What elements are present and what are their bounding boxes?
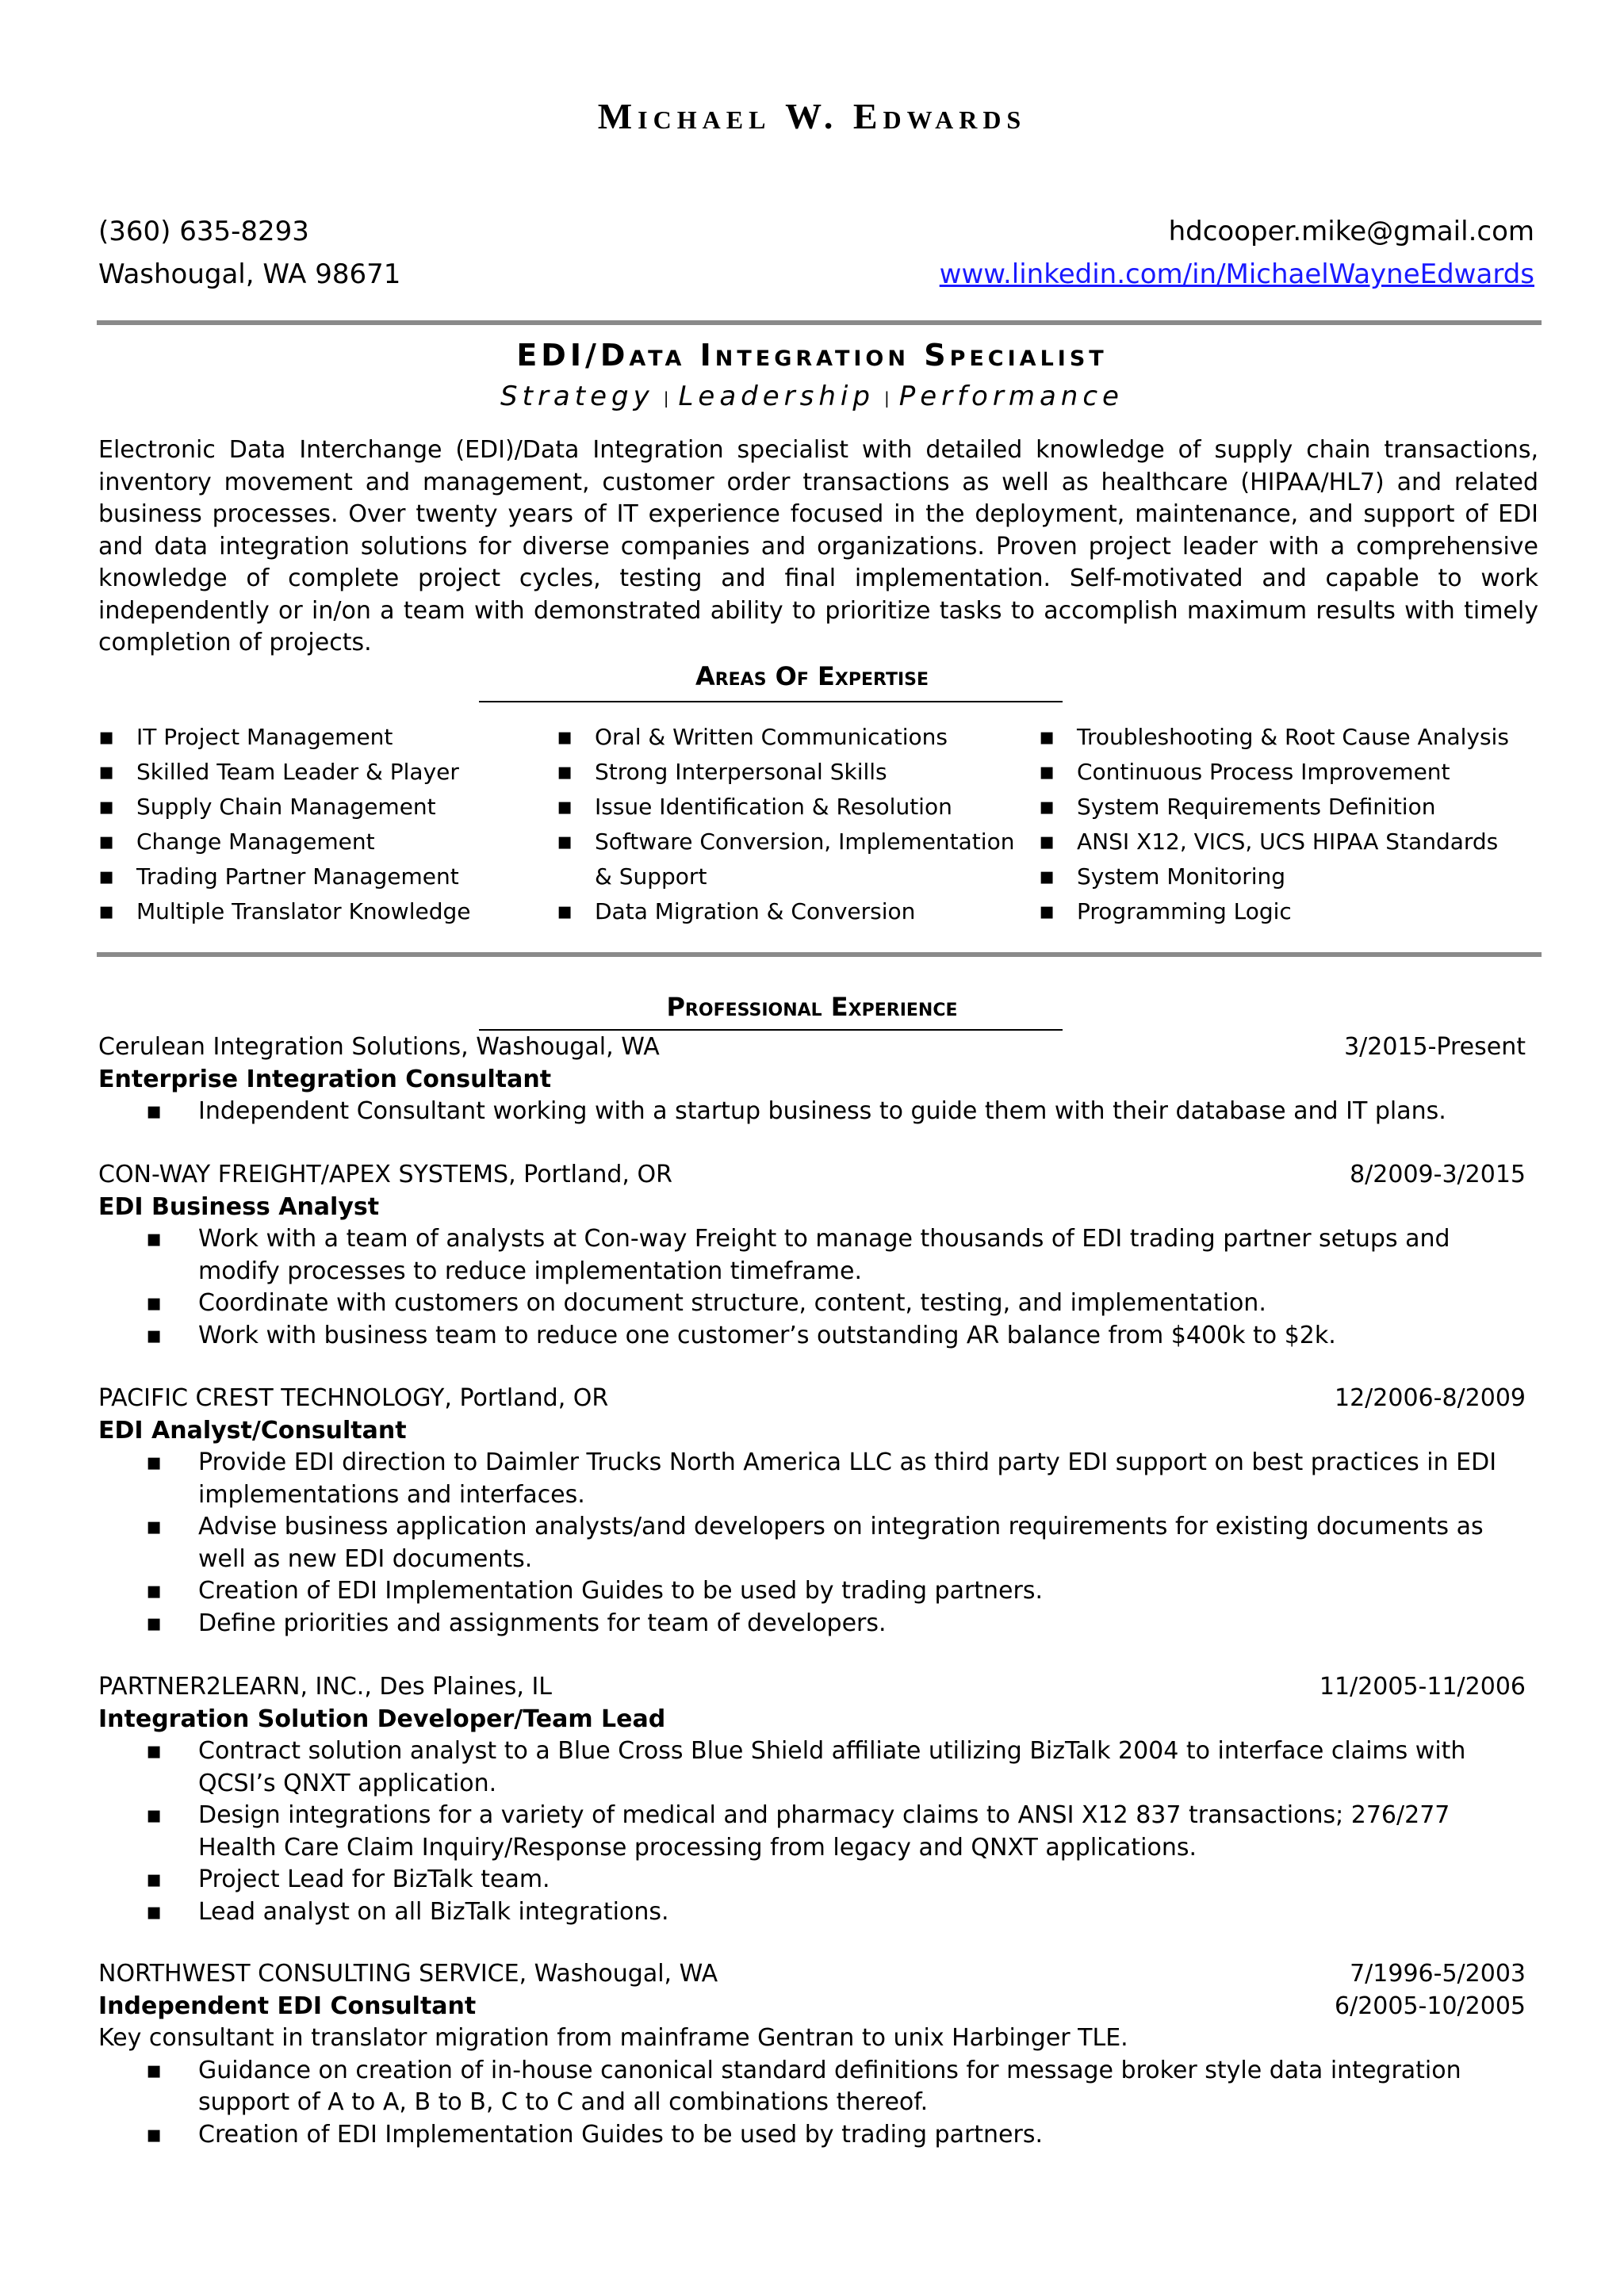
bullet-item: ▪ Project Lead for BizTalk team.	[98, 1864, 1526, 1896]
linkedin-link[interactable]: www.linkedin.com/in/MichaelWayneEdwards	[939, 258, 1534, 290]
tagline-leadership: Leadership	[678, 381, 875, 412]
bullet-item: ▪ Multiple Translator Knowledge	[98, 894, 542, 929]
bullet-item: ▪ Coordinate with customers on document structure, content, testing, and implementation.	[98, 1288, 1526, 1320]
bullet-item: ▪ Work with a team of analysts at Con-way Freight to manage thousands of EDI trading partner setups and modify processes to reduce implementation timeframe.	[98, 1223, 1526, 1288]
bullet-item: ▪ Data Migration & Conversion	[557, 894, 1017, 929]
job-dates-secondary: 6/2005-10/2005	[1335, 1992, 1526, 2020]
tagline	[0, 381, 1624, 412]
bullet-item: ▪ Creation of EDI Implementation Guides to be used by trading partners.	[98, 1575, 1526, 1608]
expertise-column-3	[1039, 720, 1546, 929]
job-dates: 8/2009-3/2015	[1350, 1161, 1526, 1188]
job-dates: 3/2015-Present	[1344, 1033, 1526, 1061]
job-title: Enterprise Integration Consultant	[98, 1065, 552, 1093]
bullet-item: ▪ Creation of EDI Implementation Guides to be used by trading partners.	[98, 2119, 1526, 2152]
tagline-performance: Performance	[898, 381, 1124, 412]
phone-number: (360) 635-8293	[98, 216, 309, 247]
bullet-item: ▪ Strong Interpersonal Skills	[557, 755, 1017, 790]
bullet-item: ▪ Independent Consultant working with a startup business to guide them with their database and IT plans.	[98, 1096, 1526, 1128]
job-title: Integration Solution Developer/Team Lead	[98, 1705, 666, 1733]
bullet-item: ▪ Issue Identification & Resolution	[557, 790, 1017, 825]
bullet-item: ▪ Software Conversion, Implementation & Support	[557, 825, 1017, 894]
job-dates: 7/1996-5/2003	[1350, 1960, 1526, 1988]
tagline-strategy: Strategy	[500, 381, 654, 412]
job-dates: 11/2005-11/2006	[1319, 1673, 1526, 1701]
tagline-separator: |	[663, 388, 669, 408]
expertise-column-2	[557, 720, 1017, 929]
bullet-item: ▪ Change Management	[98, 825, 542, 859]
bullet-item: ▪ Define priorities and assignments for team of developers.	[98, 1608, 1526, 1640]
bullet-item: ▪ IT Project Management	[98, 720, 542, 755]
header-divider	[97, 320, 1542, 325]
job-company: CON-WAY FREIGHT/APEX SYSTEMS, Portland, OR	[98, 1161, 672, 1188]
bullet-item: ▪ System Monitoring	[1039, 859, 1546, 894]
job-entry	[98, 1671, 1526, 1928]
bullet-item: ▪ System Requirements Definition	[1039, 790, 1546, 825]
job-company: PARTNER2LEARN, INC., Des Plaines, IL	[98, 1673, 553, 1701]
headline-title: EDI/Data Integration Specialist	[516, 338, 1108, 373]
job-company: Cerulean Integration Solutions, Washougal, WA	[98, 1033, 660, 1061]
bullet-item: ▪ Supply Chain Management	[98, 790, 542, 825]
expertise-column-1	[98, 720, 542, 929]
experience-heading: Professional Experience	[666, 992, 958, 1022]
job-entry	[98, 1383, 1526, 1640]
bullet-item: ▪ Lead analyst on all BizTalk integrations.	[98, 1896, 1526, 1929]
job-entry	[98, 1031, 1526, 1128]
bullet-item: ▪ Provide EDI direction to Daimler Trucks North America LLC as third party EDI support on best practices in EDI implementations and interfaces.	[98, 1447, 1526, 1511]
bullet-item: ▪ Programming Logic	[1039, 894, 1546, 929]
bullet-item: ▪ Design integrations for a variety of medical and pharmacy claims to ANSI X12 837 transactions; 276/277 Health Care Claim Inquiry/Response processing from legacy and QNXT applications.	[98, 1800, 1526, 1864]
contact-right	[940, 210, 1534, 296]
experience-heading-underline	[479, 1029, 1063, 1031]
job-title: EDI Business Analyst	[98, 1192, 380, 1221]
bullet-item: ▪ Troubleshooting & Root Cause Analysis	[1039, 720, 1546, 755]
contact-left	[98, 210, 400, 296]
email-address: hdcooper.mike@gmail.com	[1168, 216, 1534, 247]
job-dates: 12/2006-8/2009	[1335, 1384, 1526, 1412]
professional-summary: Electronic Data Interchange (EDI)/Data Integration specialist with detailed knowledge of supply chain transactions, inventory movement and management, customer order transactions as well as healthcare (HIPAA/HL7) and related business processes. Over twenty years of IT experience focused in the deployment, maintenance, and support of EDI and data integration solutions for diverse companies and organizations. Proven project leader with a comprehensive knowledge of complete project cycles, testing and final implementation. Self-motivated and capable to work independently or in/on a team with demonstrated ability to prioritize tasks to accomplish maximum results with timely completion of projects.	[98, 436, 1538, 656]
bullet-item: ▪ Guidance on creation of in-house canonical standard definitions for message broker style data integration support of A to A, B to B, C to C and all combinations thereof.	[98, 2055, 1526, 2119]
job-company: NORTHWEST CONSULTING SERVICE, Washougal, WA	[98, 1960, 718, 1988]
bullet-item: ▪ Contract solution analyst to a Blue Cross Blue Shield affiliate utilizing BizTalk 2004 to interface claims with QCSI’s QNXT application.	[98, 1735, 1526, 1800]
expertise-heading: Areas Of Expertise	[695, 661, 929, 691]
bullet-item: ▪ Skilled Team Leader & Player	[98, 755, 542, 790]
job-entry	[98, 1159, 1526, 1352]
candidate-name: Michael W. Edwards	[597, 96, 1027, 136]
expertise-divider	[97, 952, 1542, 957]
job-title: Independent EDI Consultant	[98, 1992, 477, 2020]
location: Washougal, WA 98671	[98, 258, 401, 290]
expertise-heading-underline	[479, 701, 1063, 702]
bullet-item: ▪ Continuous Process Improvement	[1039, 755, 1546, 790]
bullet-item: ▪ Work with business team to reduce one customer’s outstanding AR balance from $400k to $2k.	[98, 1320, 1526, 1353]
bullet-item: ▪ Advise business application analysts/and developers on integration requirements for existing documents as well as new EDI documents.	[98, 1511, 1526, 1575]
tagline-separator: |	[883, 388, 890, 408]
job-intro: Key consultant in translator migration from mainframe Gentran to unix Harbinger TLE.	[98, 2024, 1128, 2052]
bullet-item: ▪ ANSI X12, VICS, UCS HIPAA Standards	[1039, 825, 1546, 859]
job-entry	[98, 1958, 1526, 2151]
job-company: PACIFIC CREST TECHNOLOGY, Portland, OR	[98, 1384, 609, 1412]
bullet-item: ▪ Oral & Written Communications	[557, 720, 1017, 755]
job-title: EDI Analyst/Consultant	[98, 1416, 407, 1445]
bullet-item: ▪ Trading Partner Management	[98, 859, 542, 894]
